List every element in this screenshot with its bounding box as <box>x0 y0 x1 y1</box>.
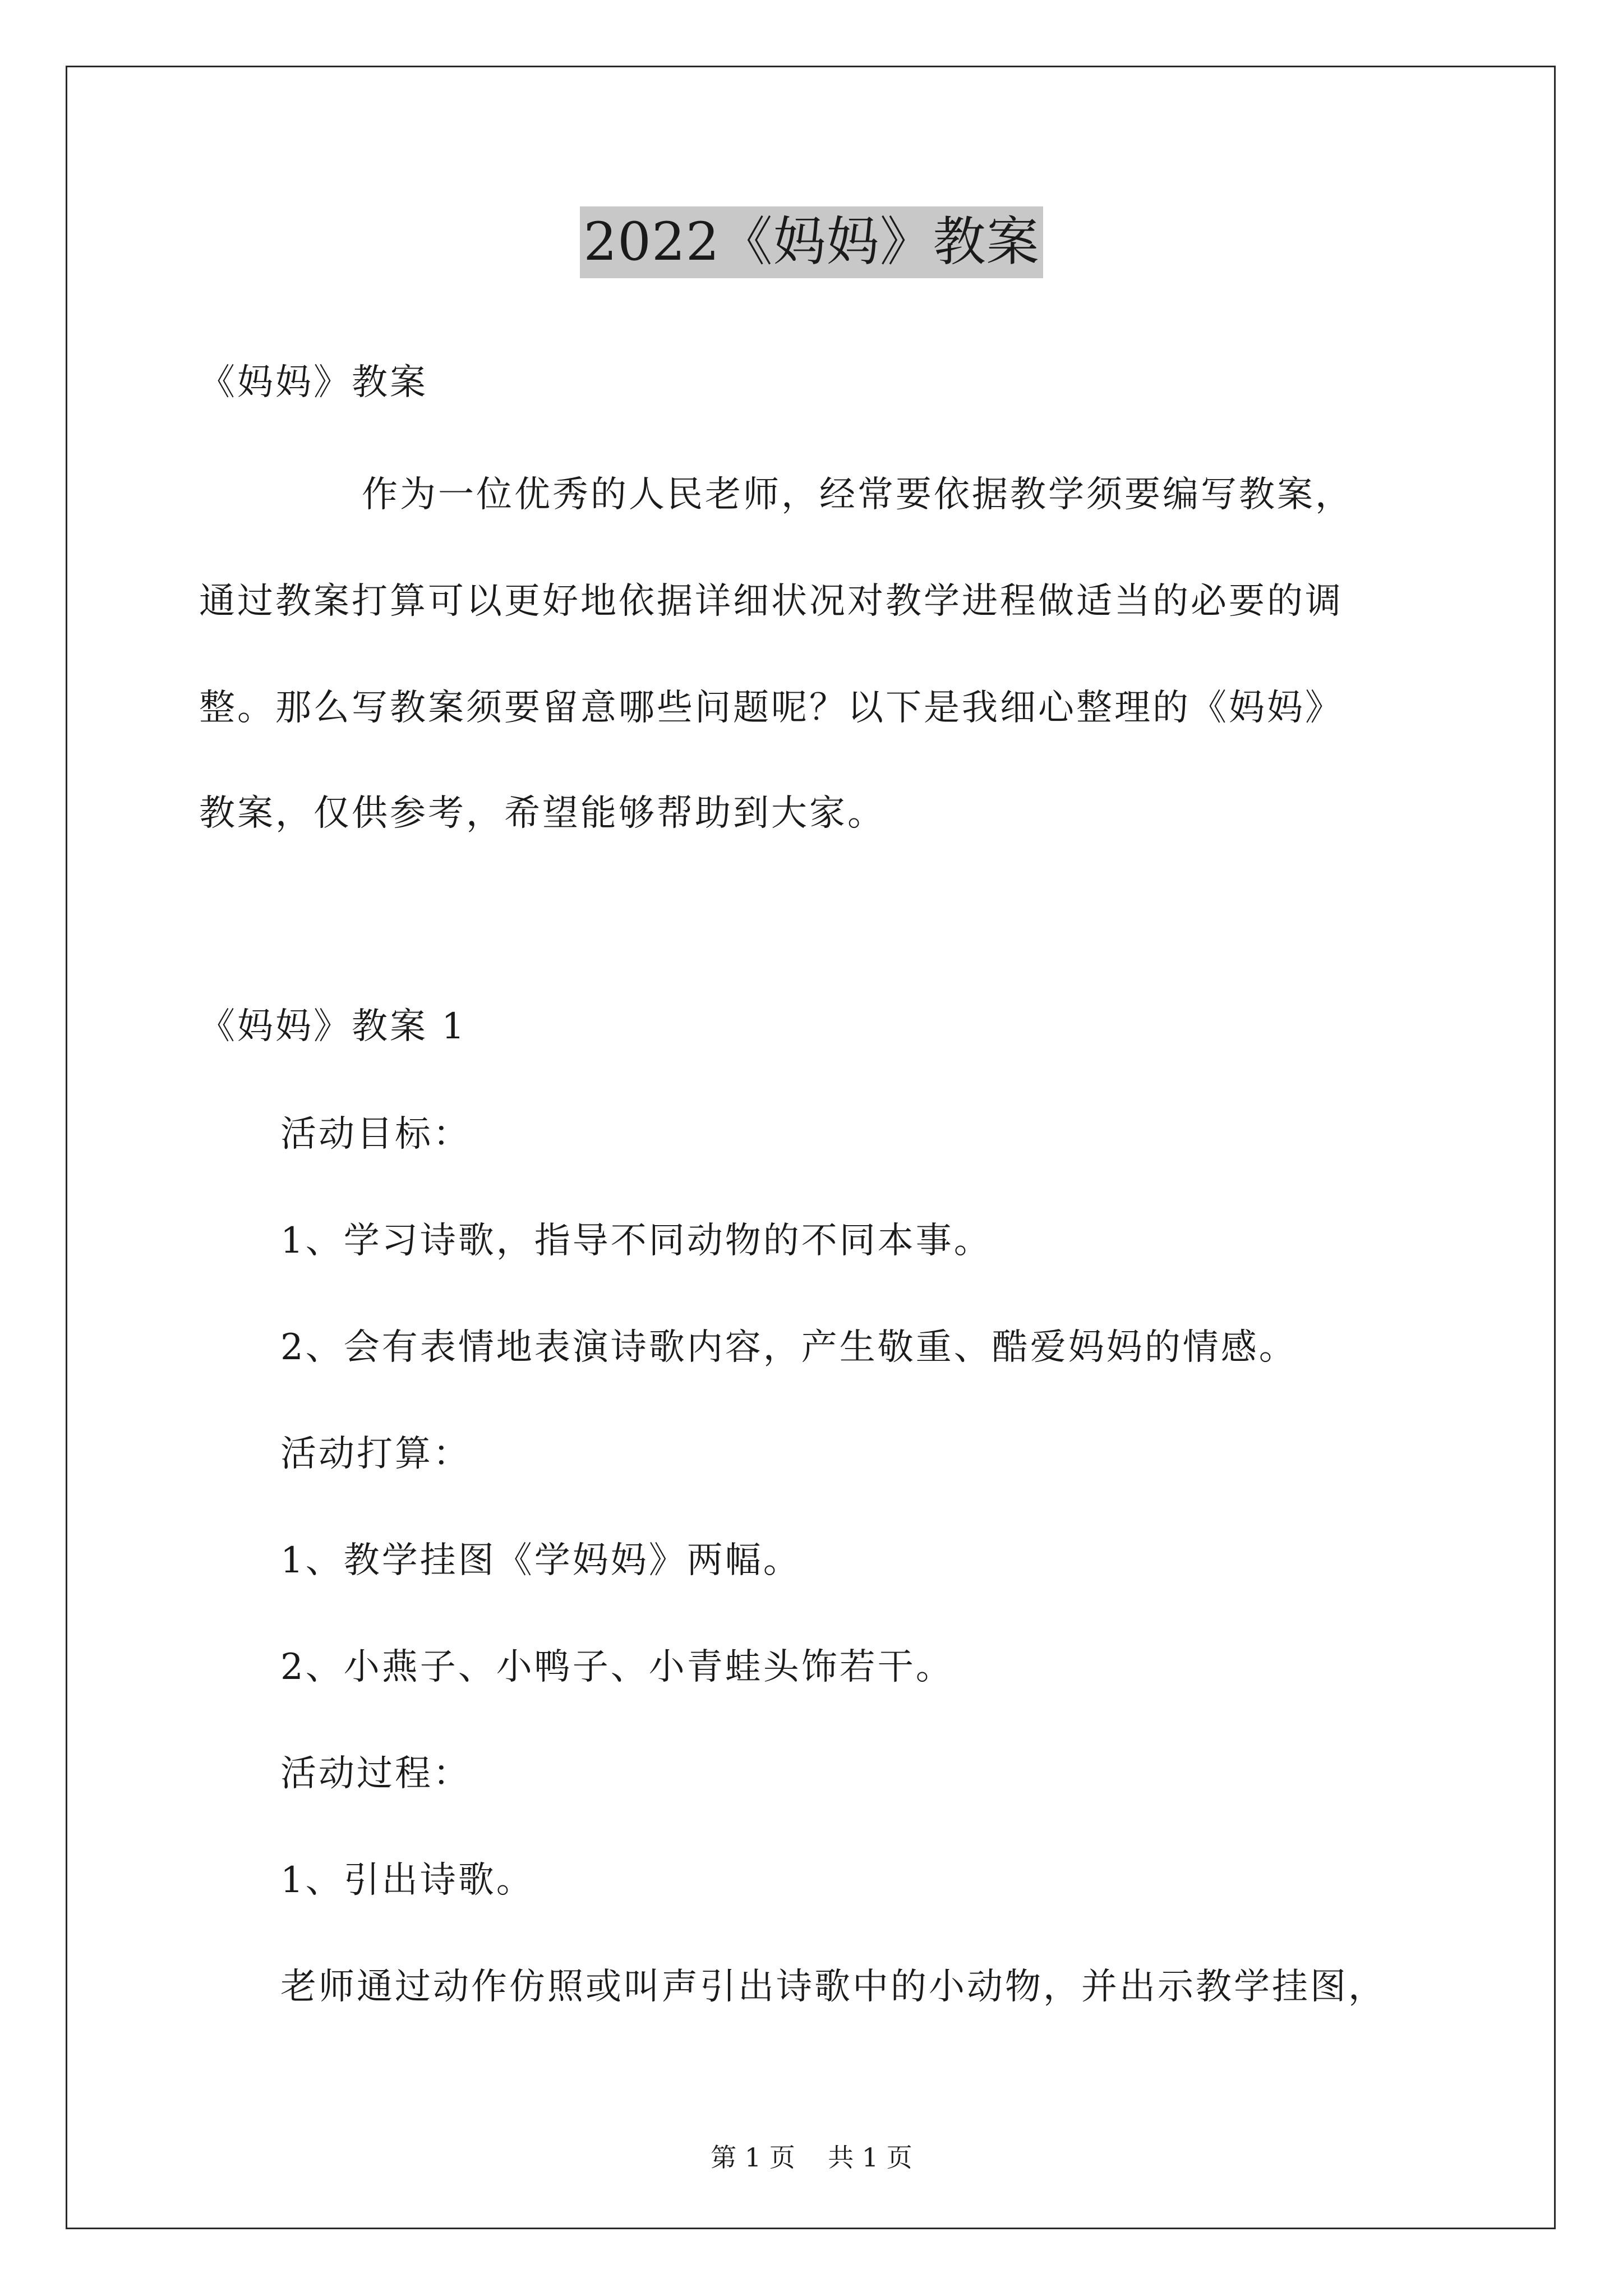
intro-line-1: 作为一位优秀的人民老师，经常要依据教学须要编写教案， <box>362 474 1353 516</box>
section-heading: 《妈妈》教案 1 <box>199 1006 467 1047</box>
title-container <box>0 206 1623 278</box>
body-line-8: 1、引出诗歌。 <box>280 1860 534 1901</box>
body-line-3: 2、会有表情地表演诗歌内容，产生敬重、酷爱妈妈的情感。 <box>280 1327 1297 1368</box>
body-line-4: 活动打算： <box>280 1433 471 1475</box>
body-line-9: 老师通过动作仿照或叫声引出诗歌中的小动物，并出示教学挂图， <box>280 1966 1386 2008</box>
body-line-2: 1、学习诗歌，指导不同动物的不同本事。 <box>280 1220 992 1262</box>
page-footer: 第 1 页 共 1 页 <box>711 2142 912 2173</box>
intro-line-2: 通过教案打算可以更好地依据详细状况对教学进程做适当的必要的调 <box>199 581 1343 622</box>
intro-line-4: 教案，仅供参考，希望能够帮助到大家。 <box>199 793 886 834</box>
body-line-7: 活动过程： <box>280 1753 471 1795</box>
body-line-1: 活动目标： <box>280 1114 471 1155</box>
body-line-6: 2、小燕子、小鸭子、小青蛙头饰若干。 <box>280 1646 954 1688</box>
body-line-5: 1、教学挂图《学妈妈》两幅。 <box>280 1540 801 1581</box>
document-subtitle: 《妈妈》教案 <box>199 362 428 403</box>
intro-line-3: 整。那么写教案须要留意哪些问题呢？以下是我细心整理的《妈妈》 <box>199 687 1343 729</box>
document-title: 2022《妈妈》教案 <box>580 206 1043 278</box>
